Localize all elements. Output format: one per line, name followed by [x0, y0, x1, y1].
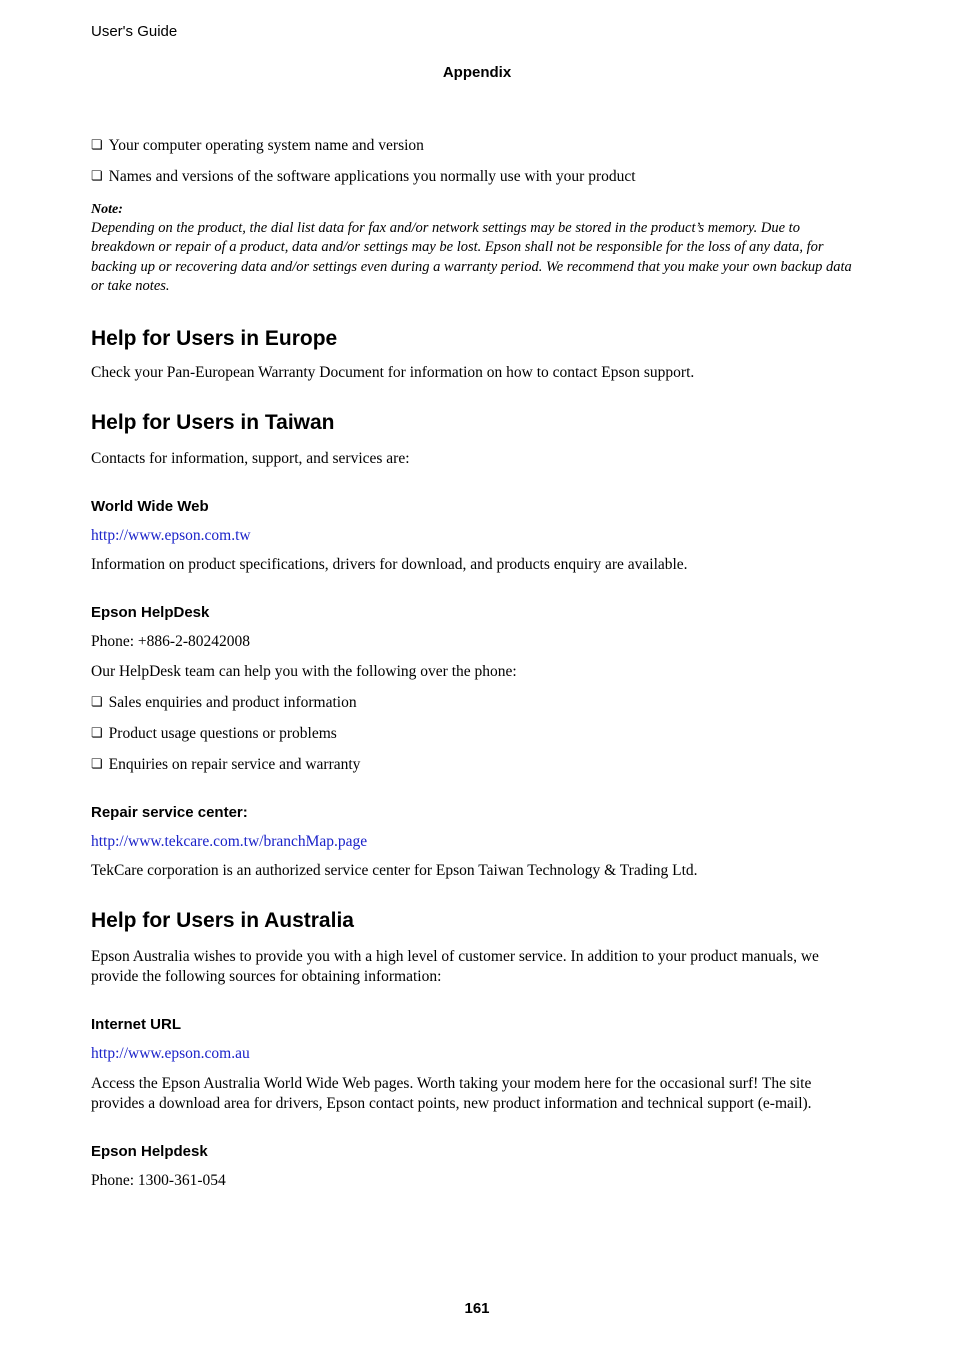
link-tekcare[interactable]: http://www.tekcare.com.tw/branchMap.page [91, 833, 368, 851]
note-text: Depending on the product, the dial list data for fax and/or network settings may be stored in the product’s memory. Due to breakdown or repair of a product, data and/or settings may be lost. Epson shall not be responsible for the loss of any data, for backing up or recovering data and/or settings even during a warranty period. We recommend that you make your own backup data or take notes. [91, 220, 852, 294]
page-number: 161 [464, 1300, 490, 1317]
note-label: Note: [91, 202, 123, 217]
list-item: ❏ Sales enquiries and product information [91, 694, 357, 712]
list-item: ❏ Your computer operating system name and version [91, 137, 424, 154]
page-content [91, 135, 863, 1191]
heading-europe: Help for Users in Europe [91, 327, 338, 351]
heading-taiwan: Help for Users in Taiwan [91, 411, 335, 435]
list-item: ❏ Product usage questions or problems [91, 725, 337, 743]
link-epson-tw[interactable]: http://www.epson.com.tw [91, 527, 251, 545]
subheading-repair-center: Repair service center: [91, 804, 248, 822]
checkbox-bullet-icon: ❏ [91, 137, 103, 152]
australia-url-text: Access the Epson Australia World Wide Web pages. Worth taking your modem here for the occasional surf! The site provides a download area for drivers, Epson contact points, new product information and technical support (e-mail). [91, 1075, 812, 1113]
australia-intro: Epson Australia wishes to provide you with a high level of customer service. In addition to your product manuals, we provide the following sources for obtaining information: [91, 948, 819, 986]
taiwan-web-text: Information on product specifications, drivers for download, and products enquiry are available. [91, 556, 688, 574]
repair-text: TekCare corporation is an authorized service center for Epson Taiwan Technology & Trading Ltd. [91, 862, 698, 880]
helpdesk-intro-taiwan: Our HelpDesk team can help you with the following over the phone: [91, 663, 517, 681]
link-epson-au[interactable]: http://www.epson.com.au [91, 1045, 250, 1063]
heading-australia: Help for Users in Australia [91, 909, 354, 933]
taiwan-intro: Contacts for information, support, and services are: [91, 450, 410, 468]
checkbox-bullet-icon: ❏ [91, 168, 103, 183]
helpdesk-phone-taiwan: Phone: +886-2-80242008 [91, 633, 250, 651]
subheading-world-wide-web: World Wide Web [91, 498, 209, 516]
list-item: ❏ Enquiries on repair service and warranty [91, 756, 361, 774]
subheading-helpdesk-taiwan: Epson HelpDesk [91, 604, 210, 622]
running-header: User's Guide [91, 23, 178, 40]
section-title: Appendix [442, 64, 512, 81]
europe-text: Check your Pan-European Warranty Document for information on how to contact Epson support. [91, 364, 695, 382]
subheading-helpdesk-australia: Epson Helpdesk [91, 1143, 208, 1161]
checkbox-bullet-icon: ❏ [91, 725, 103, 741]
checkbox-bullet-icon: ❏ [91, 694, 103, 710]
subheading-internet-url: Internet URL [91, 1016, 181, 1034]
checkbox-bullet-icon: ❏ [91, 756, 103, 772]
helpdesk-phone-australia: Phone: 1300-361-054 [91, 1172, 226, 1190]
list-item: ❏ Names and versions of the software applications you normally use with your product [91, 168, 636, 185]
